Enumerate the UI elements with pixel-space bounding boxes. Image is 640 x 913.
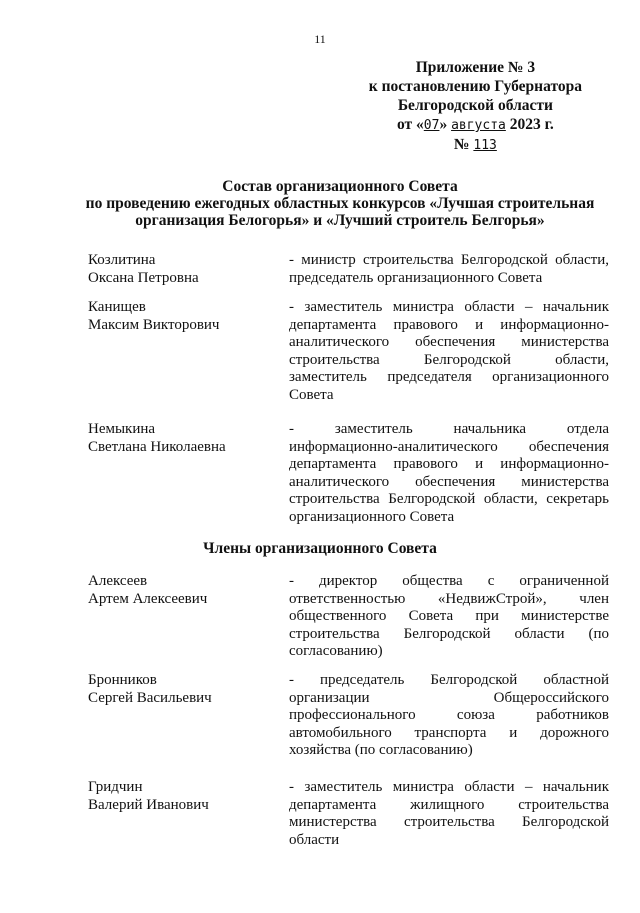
members-heading: Члены организационного Совета <box>203 540 437 557</box>
document-title: Состав организационного Совета по проведению ежегодных областных конкурсов «Лучшая строительная организация Белогорья» и «Лучший строитель Белгорья» <box>85 178 595 229</box>
person-role: - заместитель министра области – начальник департамента правового и информационно-аналитического обеспечения министерства строительства Белгородской области, заместитель председателя организационного Совета <box>289 299 609 403</box>
appendix-resolution: к постановлению Губернатора <box>368 78 582 95</box>
person-name: Бронников Сергей Васильевич <box>88 672 212 706</box>
page-number: 11 <box>314 32 326 46</box>
person-name: Алексеев Артем Алексеевич <box>88 573 208 607</box>
person-role: - председатель Белгородской областной организации Общероссийского профессионального союза работников автомобильного транспорта и дорожного хозяйства (по согласованию) <box>289 672 609 759</box>
appendix-date: от «07» августа 2023 г. <box>396 116 554 133</box>
appendix-day: 07 <box>423 118 440 133</box>
appendix-number: № 113 <box>453 136 497 153</box>
appendix-block <box>369 58 582 155</box>
appendix-number-value: 113 <box>473 138 497 153</box>
person-role: - министр строительства Белгородской области, председатель организационного Совета <box>289 252 609 286</box>
person-name: Немыкина Светлана Николаевна <box>88 421 226 455</box>
person-name: Козлитина Оксана Петровна <box>88 252 199 286</box>
appendix-title: Приложение № 3 <box>415 59 536 76</box>
person-name: Канищев Максим Викторович <box>88 299 220 333</box>
person-role: - заместитель начальника отдела информационно-аналитического обеспечения департамента правового и информационно-аналитического обеспечения министерства строительства Белгородской области, секретарь организационного Совета <box>289 421 609 525</box>
appendix-region: Белгородской области <box>397 97 553 114</box>
appendix-month: августа <box>451 118 506 133</box>
person-role: - заместитель министра области – начальник департамента жилищного строительства министерства строительства Белгородской области <box>289 779 609 848</box>
person-name: Гридчин Валерий Иванович <box>88 779 209 813</box>
person-role: - директор общества с ограниченной ответственностью «НедвижСтрой», член общественного Совета при министерстве строительства Белгородской области (по согласованию) <box>289 573 609 660</box>
